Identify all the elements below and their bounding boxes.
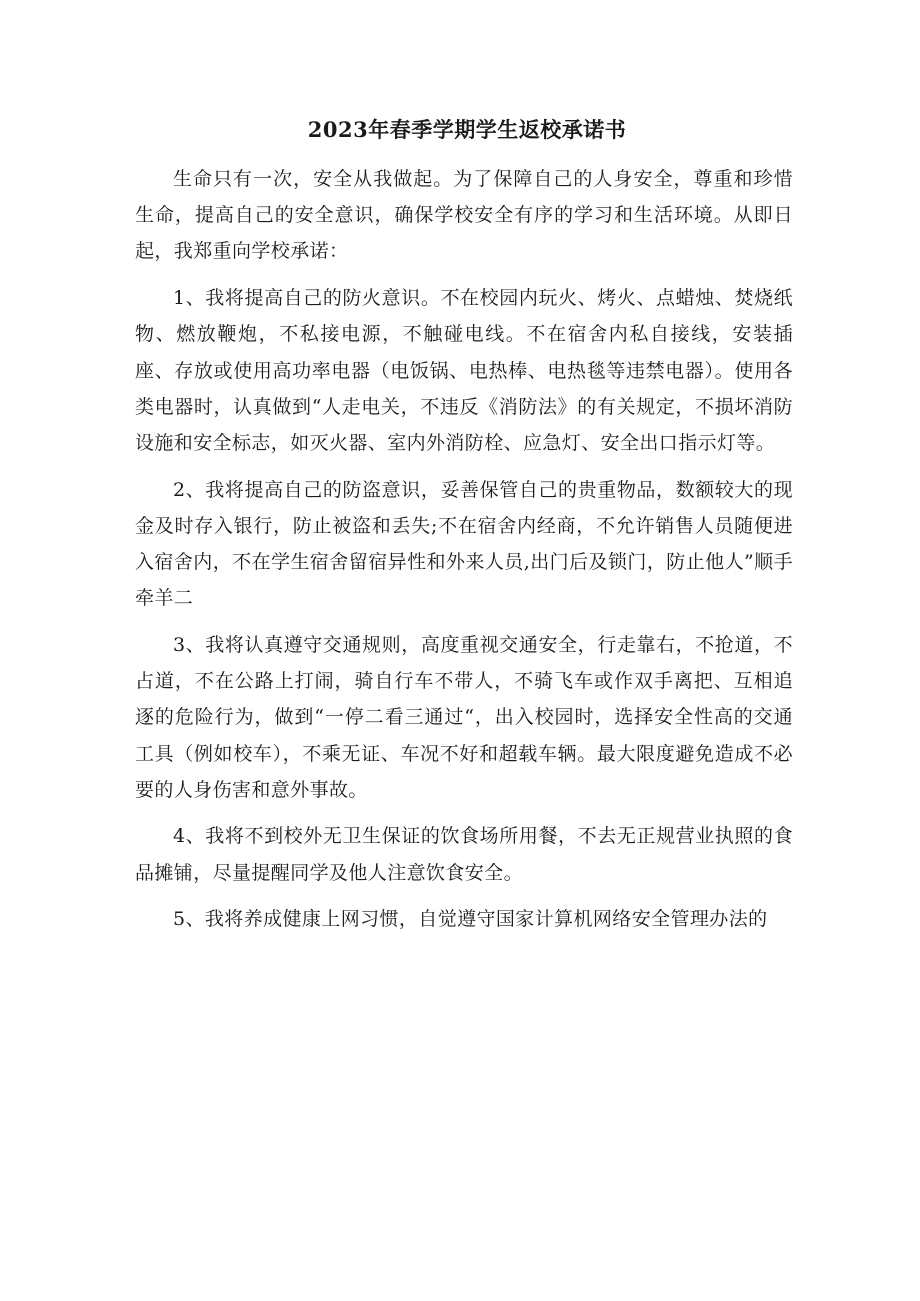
intro-paragraph: 生命只有一次，安全从我做起。为了保障自己的人身安全，尊重和珍惜生命，提高自己的安全意识，确保学校安全有序的学习和生活环境。从即日起，我郑重向学校承诺： bbox=[135, 168, 793, 263]
pledge-item-internet-safety: 5、我将养成健康上网习惯，自觉遵守国家计算机网络安全管理办法的 bbox=[173, 908, 768, 931]
pledge-item-fire-safety: 1、我将提高自己的防火意识。不在校园内玩火、烤火、点蜡烛、焚烧纸物、燃放鞭炮，不私接电源，不触碰电线。不在宿舍内私自接线，安装插座、存放或使用高功率电器（电饭锅、电热棒、电热毯等违禁电器）。使用各类电器时，认真做到“人走电关，不违反《消防法》的有关规定，不损坏消防设施和安全标志，如灭火器、室内外消防栓、应急灯、安全出口指示灯等。 bbox=[135, 287, 793, 454]
pledge-item-traffic-safety: 3、我将认真遵守交通规则，高度重视交通安全，行走靠右，不抢道，不占道，不在公路上打闹，骑自行车不带人，不骑飞车或作双手离把、互相追逐的危险行为，做到“一停二看三通过“，出入校园时，选择安全性高的交通工具（例如校车），不乘无证、车况不好和超载车辆。最大限度避免造成不必要的人身伤害和意外事故。 bbox=[135, 633, 793, 801]
document-title: 2023年春季学期学生返校承诺书 bbox=[307, 117, 627, 142]
pledge-item-theft-prevention: 2、我将提高自己的防盗意识，妥善保管自己的贵重物品，数额较大的现金及时存入银行，防止被盗和丢失;不在宿舍内经商，不允许销售人员随便进入宿舍内，不在学生宿舍留宿异性和外来人员,出门后及锁门，防止他人”顺手牵羊二 bbox=[135, 478, 793, 610]
pledge-item-food-safety: 4、我将不到校外无卫生保证的饮食场所用餐，不去无正规营业执照的食品摊铺，尽量提醒同学及他人注意饮食安全。 bbox=[135, 825, 793, 884]
document-body bbox=[135, 161, 793, 938]
